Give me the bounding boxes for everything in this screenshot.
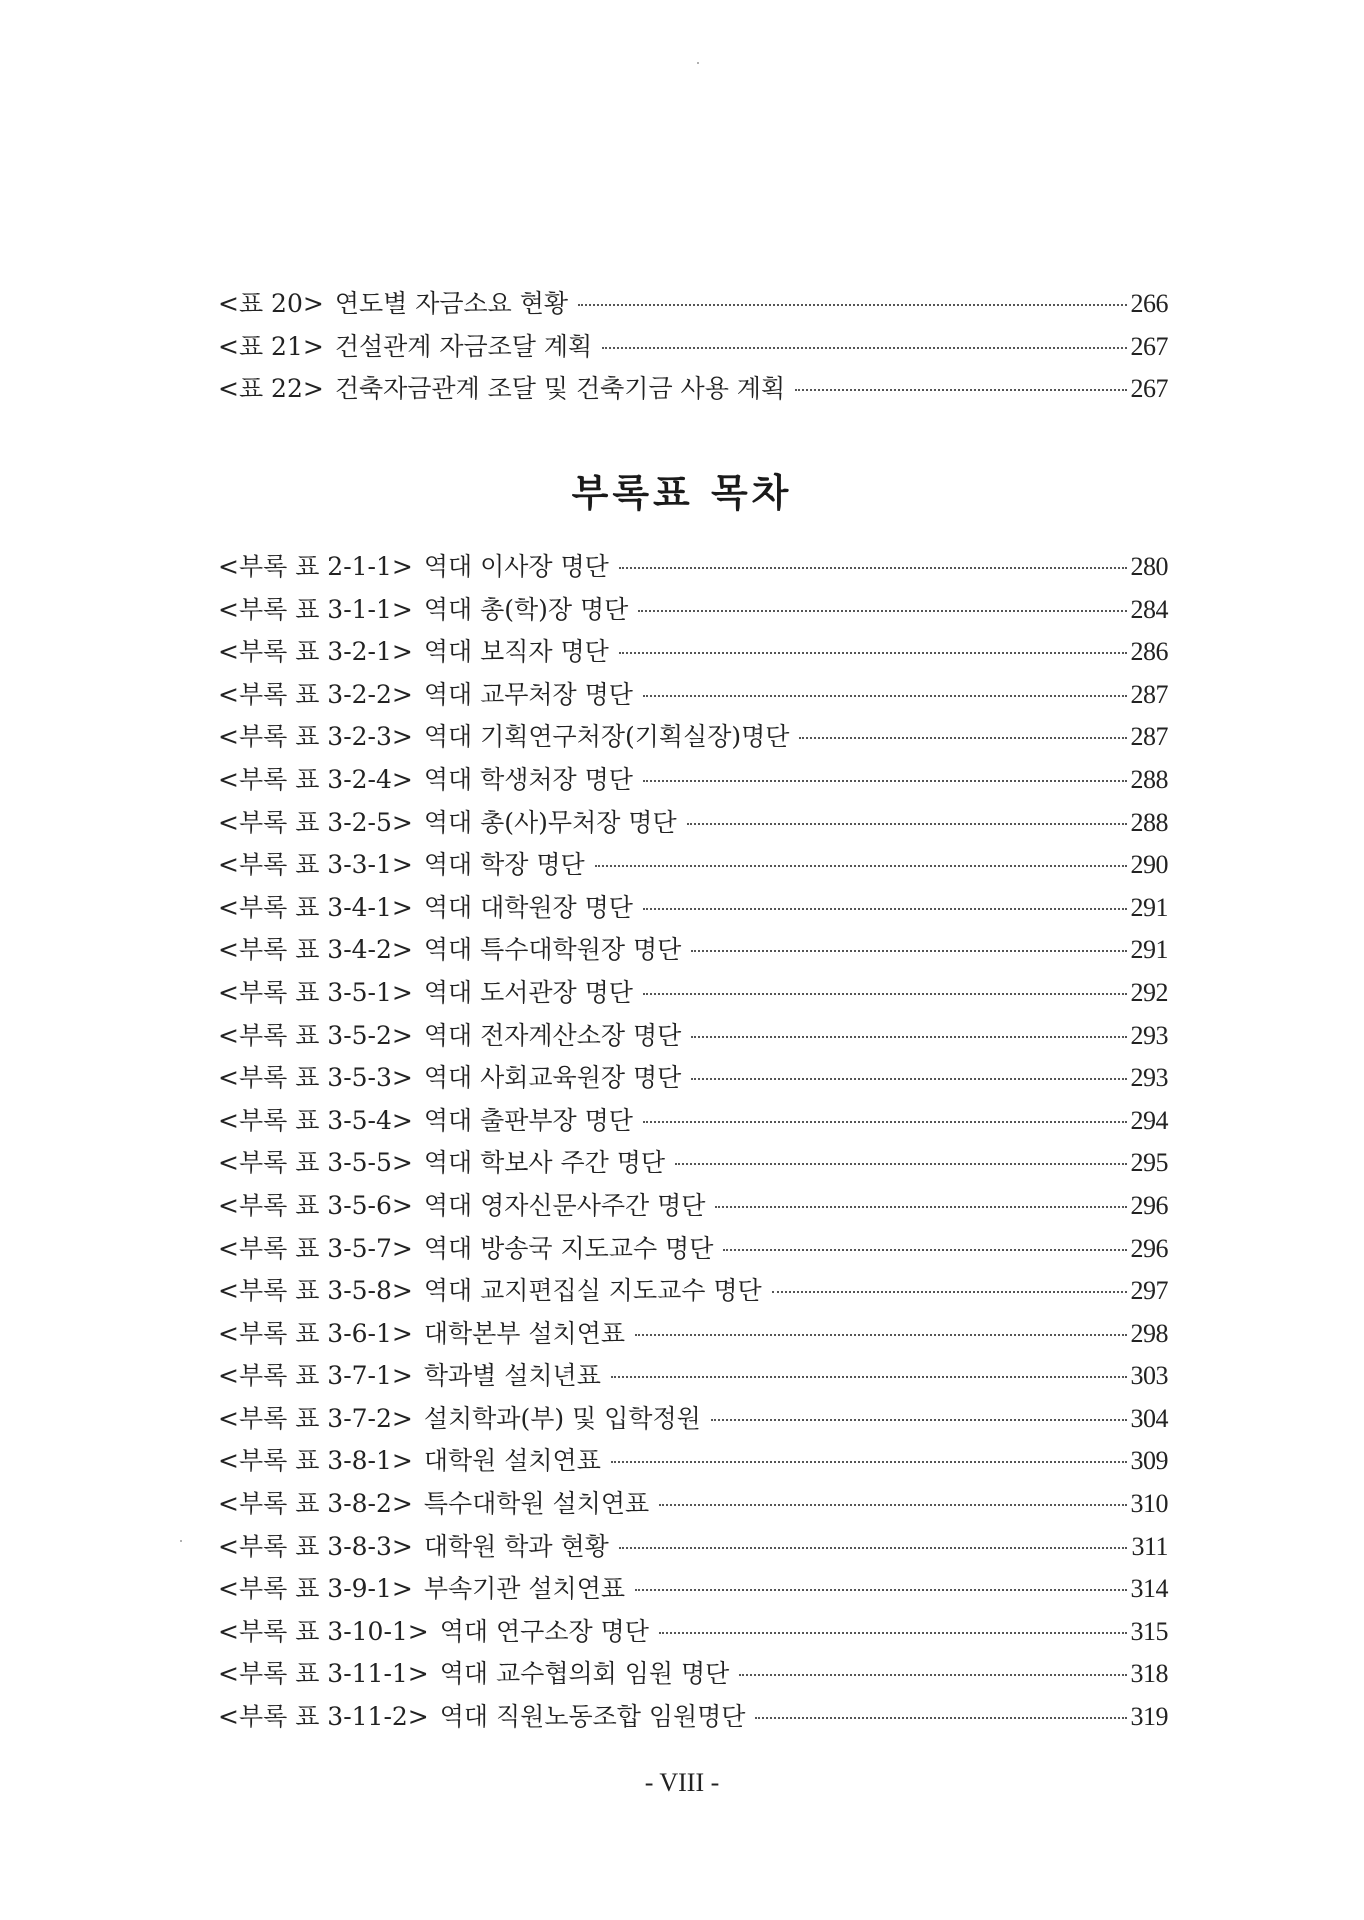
toc-entry <box>218 1015 1168 1058</box>
toc-entry-title: 역대 학생처장 명단 <box>423 764 633 794</box>
toc-entry-title: 역대 영자신문사주간 명단 <box>423 1190 706 1220</box>
dot-leader <box>795 389 1126 391</box>
toc-entry-page: 311 <box>1131 1531 1168 1561</box>
toc-entry-page: 298 <box>1130 1318 1168 1348</box>
toc-entry <box>218 929 1168 972</box>
toc-entry <box>218 1100 1168 1143</box>
toc-entry-label: <부록 표 3-2-3> <box>218 722 413 752</box>
dot-leader <box>723 1249 1126 1251</box>
dot-leader <box>619 652 1127 654</box>
toc-entry-title: 역대 특수대학원장 명단 <box>423 935 682 965</box>
toc-entry-page: 267 <box>1130 374 1168 404</box>
toc-entry-title: 역대 출판부장 명단 <box>423 1105 633 1135</box>
toc-entry-title: 부속기관 설치연표 <box>423 1574 626 1604</box>
toc-entry-title: 건설관계 자금조달 계획 <box>334 331 593 361</box>
toc-entry-title: 역대 총(학)장 명단 <box>423 594 629 624</box>
toc-entry-label: <부록 표 3-11-1> <box>218 1659 429 1689</box>
toc-entry-label: <부록 표 3-5-7> <box>218 1233 413 1263</box>
toc-entry-title: 역대 기획연구처장(기획실장)명단 <box>423 722 790 752</box>
toc-entry-title: 대학원 설치연표 <box>423 1446 601 1476</box>
toc-entry-page: 309 <box>1130 1446 1168 1476</box>
toc-entry-page: 295 <box>1130 1148 1168 1178</box>
toc-entry-title: 학과별 설치년표 <box>423 1361 601 1391</box>
toc-entry-page: 291 <box>1130 892 1168 922</box>
toc-entry-label: <부록 표 3-7-1> <box>218 1361 413 1391</box>
toc-entry-title: 설치학과(부) 및 입학정원 <box>423 1403 701 1433</box>
toc-entry-page: 310 <box>1130 1489 1168 1519</box>
toc-entry-label: <부록 표 3-5-6> <box>218 1190 413 1220</box>
dot-leader <box>659 1504 1126 1506</box>
dot-leader <box>578 304 1126 306</box>
toc-entry-label: <부록 표 2-1-1> <box>218 552 413 581</box>
dot-leader <box>772 1291 1127 1293</box>
toc-entry-page: 284 <box>1130 594 1168 624</box>
toc-entry-page: 314 <box>1130 1574 1168 1604</box>
toc-entry-title: 연도별 자금소요 현황 <box>334 289 569 318</box>
toc-entry-label: <부록 표 3-5-3> <box>218 1063 413 1093</box>
toc-entry-page: 293 <box>1130 1063 1168 1093</box>
dot-leader <box>619 1547 1128 1549</box>
dot-leader <box>638 610 1126 612</box>
toc-entry-label: <부록 표 3-6-1> <box>218 1318 413 1348</box>
toc-entry-title: 역대 직원노동조합 임원명단 <box>439 1702 746 1732</box>
toc-entry-title: 대학원 학과 현황 <box>423 1531 609 1561</box>
dot-leader <box>643 695 1127 697</box>
toc-entry-label: <부록 표 3-8-2> <box>218 1489 413 1519</box>
toc-entry <box>218 844 1168 887</box>
dot-leader <box>619 567 1127 569</box>
toc-entry-label: <부록 표 3-5-1> <box>218 977 413 1007</box>
toc-entry <box>218 1653 1168 1696</box>
toc-entry-label: <부록 표 3-1-1> <box>218 594 413 624</box>
dot-leader <box>691 950 1126 952</box>
toc-entry-title: 역대 도서관장 명단 <box>423 977 633 1007</box>
toc-entry <box>218 1142 1168 1185</box>
table-list <box>218 283 1168 411</box>
toc-entry <box>218 589 1168 632</box>
dot-leader <box>595 865 1127 867</box>
page-number: - VIII - <box>644 1768 720 1797</box>
toc-entry <box>218 1057 1168 1100</box>
toc-entry <box>218 546 1168 589</box>
dot-leader <box>602 347 1126 349</box>
toc-entry <box>218 1228 1168 1271</box>
toc-entry-label: <부록 표 3-5-5> <box>218 1148 413 1178</box>
toc-entry <box>218 1440 1168 1483</box>
toc-entry <box>218 1611 1168 1654</box>
toc-entry-page: 303 <box>1130 1361 1168 1391</box>
dot-leader <box>691 1036 1126 1038</box>
dot-leader <box>739 1674 1126 1676</box>
toc-entry-page: 280 <box>1130 552 1168 581</box>
toc-entry-page: 319 <box>1130 1702 1168 1732</box>
dot-leader <box>635 1334 1126 1336</box>
toc-entry-page: 266 <box>1130 289 1168 318</box>
toc-entry-label: <표 21> <box>218 331 324 361</box>
toc-entry-title: 역대 방송국 지도교수 명단 <box>423 1233 714 1263</box>
dot-leader <box>687 823 1127 825</box>
toc-entry-page: 291 <box>1130 935 1168 965</box>
dot-leader <box>711 1419 1127 1421</box>
toc-entry-label: <부록 표 3-8-1> <box>218 1446 413 1476</box>
toc-entry-label: <부록 표 3-2-4> <box>218 764 413 794</box>
appendix-table-list <box>218 546 1168 1739</box>
toc-entry-title: 역대 총(사)무처장 명단 <box>423 807 677 837</box>
toc-entry-title: 역대 학장 명단 <box>423 850 585 880</box>
toc-entry-label: <부록 표 3-2-1> <box>218 637 413 667</box>
toc-entry-label: <부록 표 3-5-2> <box>218 1020 413 1050</box>
toc-entry-label: <부록 표 3-8-3> <box>218 1531 413 1561</box>
toc-entry-label: <부록 표 3-9-1> <box>218 1574 413 1604</box>
dot-leader <box>611 1376 1127 1378</box>
appendix-heading: 부록표 목차 <box>571 470 793 515</box>
toc-entry <box>218 1696 1168 1739</box>
toc-entry-title: 역대 교지편집실 지도교수 명단 <box>423 1276 762 1306</box>
toc-entry-label: <부록 표 3-7-2> <box>218 1403 413 1433</box>
dot-leader <box>659 1632 1127 1634</box>
toc-entry-title: 역대 연구소장 명단 <box>439 1616 649 1646</box>
toc-entry-page: 292 <box>1130 977 1168 1007</box>
toc-entry-title: 대학본부 설치연표 <box>423 1318 626 1348</box>
toc-entry-page: 288 <box>1130 764 1168 794</box>
toc-entry-label: <부록 표 3-4-1> <box>218 892 413 922</box>
toc-entry-title: 건축자금관계 조달 및 건축기금 사용 계획 <box>334 374 786 404</box>
toc-entry-title: 역대 학보사 주간 명단 <box>423 1148 666 1178</box>
toc-entry-label: <표 20> <box>218 289 324 318</box>
toc-entry-label: <부록 표 3-2-2> <box>218 679 413 709</box>
toc-entry-page: 288 <box>1130 807 1168 837</box>
toc-entry <box>218 1185 1168 1228</box>
toc-entry-page: 297 <box>1130 1276 1168 1306</box>
toc-entry <box>218 283 1168 326</box>
dot-leader <box>643 1121 1127 1123</box>
toc-entry <box>218 1568 1168 1611</box>
toc-entry-title: 역대 전자계산소장 명단 <box>423 1020 682 1050</box>
toc-entry-page: 267 <box>1130 331 1168 361</box>
toc-entry <box>218 802 1168 845</box>
toc-entry <box>218 368 1168 411</box>
scan-speck <box>697 62 699 64</box>
toc-entry-page: 286 <box>1130 637 1168 667</box>
toc-entry-title: 역대 이사장 명단 <box>423 552 609 581</box>
scan-speck <box>180 1540 182 1542</box>
dot-leader <box>643 908 1127 910</box>
toc-entry-title: 역대 대학원장 명단 <box>423 892 633 922</box>
toc-entry <box>218 326 1168 369</box>
dot-leader <box>635 1589 1126 1591</box>
toc-entry-page: 318 <box>1130 1659 1168 1689</box>
toc-entry <box>218 1355 1168 1398</box>
toc-entry-page: 304 <box>1130 1403 1168 1433</box>
toc-entry <box>218 1526 1168 1569</box>
toc-entry-title: 특수대학원 설치연표 <box>423 1489 650 1519</box>
toc-entry-page: 296 <box>1130 1233 1168 1263</box>
toc-entry-page: 296 <box>1130 1190 1168 1220</box>
dot-leader <box>643 780 1127 782</box>
toc-entry <box>218 1270 1168 1313</box>
toc-entry-page: 287 <box>1130 679 1168 709</box>
toc-entry-label: <부록 표 3-5-8> <box>218 1276 413 1306</box>
toc-entry-label: <부록 표 3-3-1> <box>218 850 413 880</box>
toc-entry <box>218 887 1168 930</box>
dot-leader <box>715 1206 1126 1208</box>
toc-entry-title: 역대 교무처장 명단 <box>423 679 633 709</box>
dot-leader <box>675 1163 1126 1165</box>
toc-entry-page: 294 <box>1130 1105 1168 1135</box>
toc-entry-label: <부록 표 3-4-2> <box>218 935 413 965</box>
toc-entry-page: 293 <box>1130 1020 1168 1050</box>
toc-entry-title: 역대 사회교육원장 명단 <box>423 1063 682 1093</box>
dot-leader <box>611 1461 1127 1463</box>
toc-entry-label: <부록 표 3-11-2> <box>218 1702 429 1732</box>
dot-leader <box>643 993 1127 995</box>
toc-entry <box>218 1483 1168 1526</box>
toc-entry <box>218 631 1168 674</box>
dot-leader <box>755 1717 1126 1719</box>
toc-entry <box>218 1398 1168 1441</box>
toc-entry-label: <표 22> <box>218 374 324 404</box>
dot-leader <box>691 1078 1126 1080</box>
toc-entry-title: 역대 교수협의회 임원 명단 <box>439 1659 730 1689</box>
toc-entry-label: <부록 표 3-2-5> <box>218 807 413 837</box>
toc-entry-label: <부록 표 3-10-1> <box>218 1616 429 1646</box>
toc-entry-page: 290 <box>1130 850 1168 880</box>
toc-entry <box>218 716 1168 759</box>
toc-entry-title: 역대 보직자 명단 <box>423 637 609 667</box>
toc-entry-page: 315 <box>1130 1616 1168 1646</box>
toc-entry-label: <부록 표 3-5-4> <box>218 1105 413 1135</box>
toc-entry <box>218 674 1168 717</box>
dot-leader <box>799 737 1126 739</box>
toc-entry <box>218 759 1168 802</box>
toc-entry <box>218 972 1168 1015</box>
toc-entry <box>218 1313 1168 1356</box>
toc-entry-page: 287 <box>1130 722 1168 752</box>
